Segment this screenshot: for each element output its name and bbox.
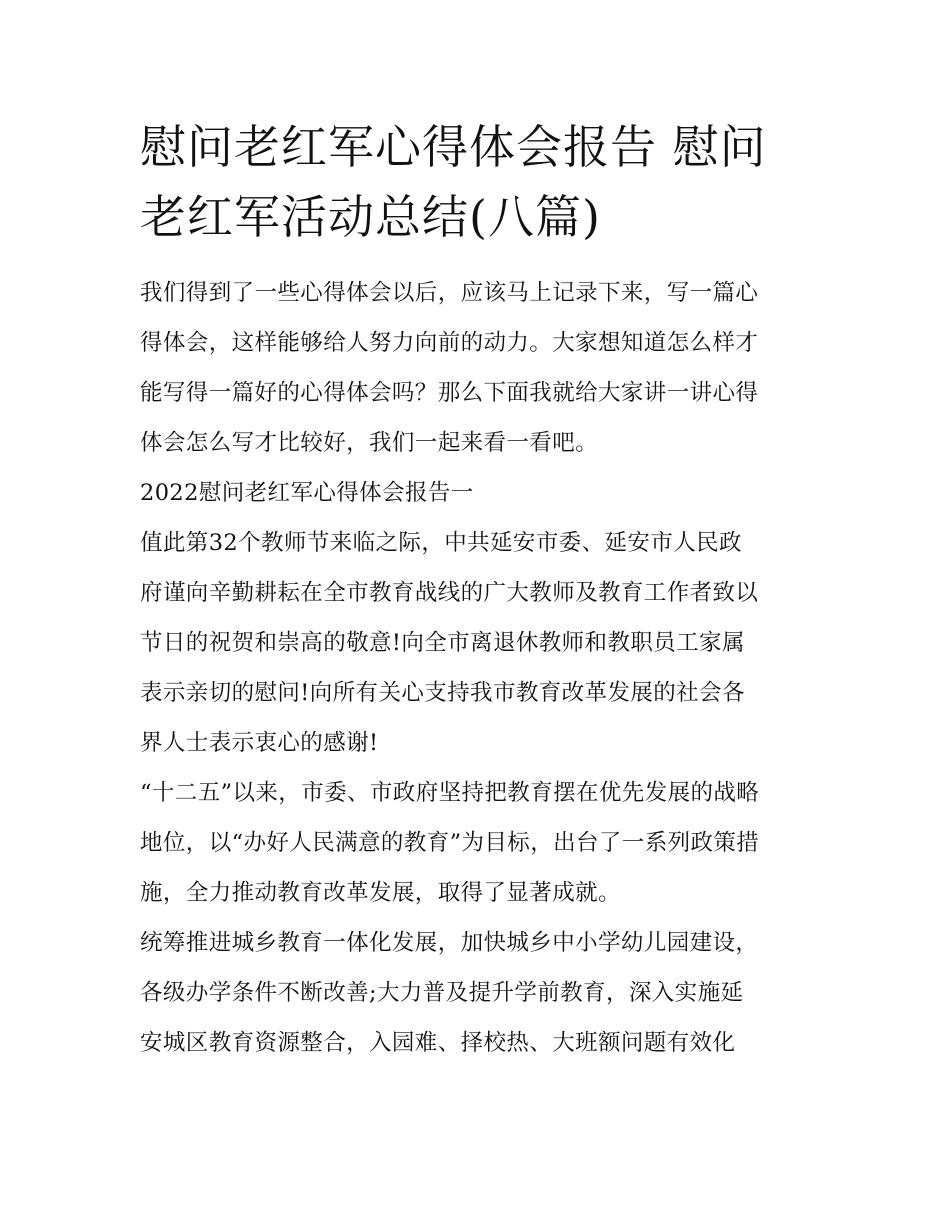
document-title: 慰问老红军心得体会报告 慰问 老红军活动总结(八篇) [140, 120, 767, 244]
intro-paragraph: 我们得到了一些心得体会以后，应该马上记录下来，写一篇心 得体会，这样能够给人努力向前的动力。大家想知道怎么样才 能写得一篇好的心得体会吗？那么下面我就给大家讲一讲心得 体会怎么写才比较好，我们一起来看一看吧。 [140, 280, 759, 456]
section-heading: 2022慰问老红军心得体会报告一 [140, 480, 474, 506]
body-paragraph: 值此第32个教师节来临之际，中共延安市委、延安市人民政 府谨向辛勤耕耘在全市教育战线的广大教师及教育工作者致以 节日的祝贺和崇高的敬意!向全市离退休教师和教职员工家属 表示亲切的慰问!向所有关心支持我市教育改革发展的社会各 界人士表示衷心的感谢! [140, 530, 759, 756]
document-body [140, 112, 820, 1068]
body-paragraph: 统筹推进城乡教育一体化发展，加快城乡中小学幼儿园建设， 各级办学条件不断改善;大力普及提升学前教育，深入实施延 安城区教育资源整合，入园难、择校热、大班额问题有效化 [140, 930, 759, 1056]
body-paragraph: “十二五”以来，市委、市政府坚持把教育摆在优先发展的战略 地位，以“办好人民满意的教育”为目标，出台了一系列政策措 施，全力推动教育改革发展，取得了显著成就。 [140, 780, 760, 906]
